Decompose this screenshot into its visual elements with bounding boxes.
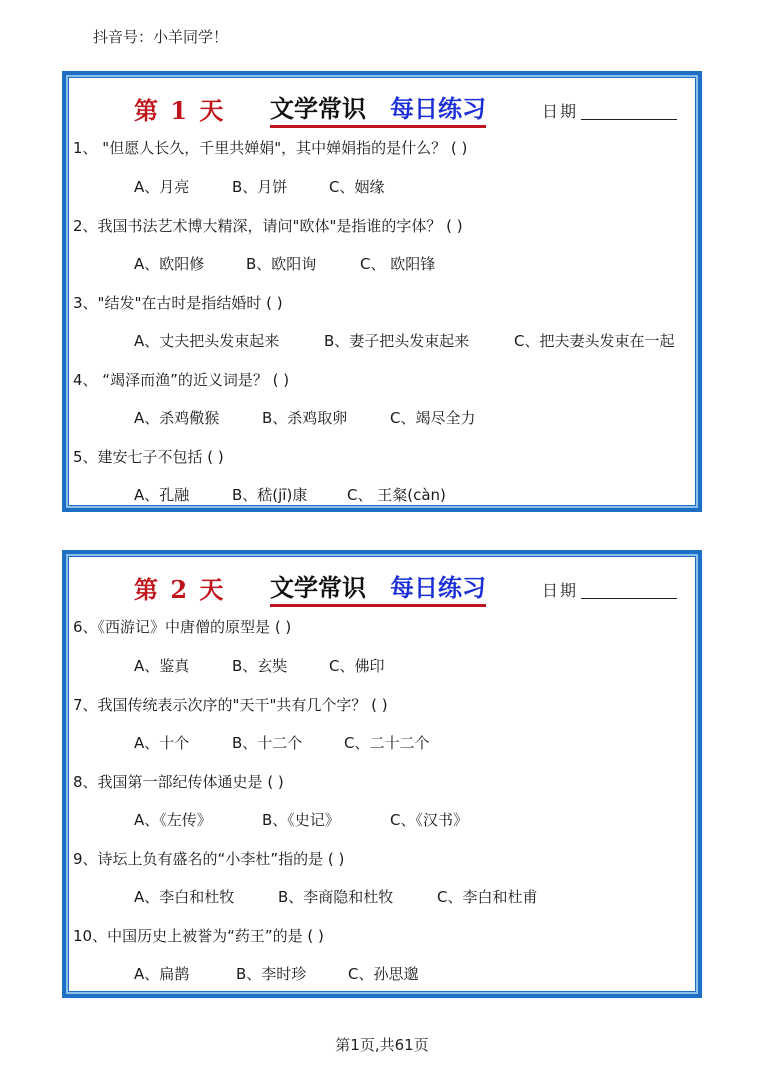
option-a[interactable]: A、孔融 xyxy=(134,486,190,504)
question: 5、建安七子不包括 ( ) xyxy=(73,448,224,466)
option-c[interactable]: C、把夫妻头发束在一起 xyxy=(514,332,675,350)
title-underline xyxy=(270,568,486,607)
day-label: 第 2 天 xyxy=(134,575,226,604)
exercise-box-day-2 xyxy=(62,550,702,998)
question: 2、我国书法艺术博大精深，请问"欧体"是指谁的字体？ ( ) xyxy=(73,217,463,235)
question: 3、"结发"在古时是指结婚时 ( ) xyxy=(73,294,283,312)
option-b[interactable]: B、《史记》 xyxy=(262,811,340,829)
option-a[interactable]: A、扁鹊 xyxy=(134,965,190,983)
option-a[interactable]: A、丈夫把头发束起来 xyxy=(134,332,280,350)
question: 4、 “竭泽而渔”的近义词是？ ( ) xyxy=(73,371,290,389)
option-b[interactable]: B、李时珍 xyxy=(236,965,307,983)
option-b[interactable]: B、李商隐和杜牧 xyxy=(278,888,394,906)
date-blank[interactable] xyxy=(581,119,677,120)
title-underline xyxy=(270,89,486,128)
exercise-box-day-1 xyxy=(62,71,702,512)
date-label: 日期 xyxy=(542,581,579,600)
question: 10、中国历史上被誉为“药王”的是 ( ) xyxy=(73,927,324,945)
title-row xyxy=(66,568,698,608)
question: 1、 "但愿人长久，千里共婵娟"，其中婵娟指的是什么？ ( ) xyxy=(73,139,468,157)
option-c[interactable]: C、竭尽全力 xyxy=(390,409,476,427)
page-number: 第1页,共61页 xyxy=(335,1036,429,1054)
option-b[interactable]: B、妻子把头发束起来 xyxy=(324,332,470,350)
option-b[interactable]: B、月饼 xyxy=(232,178,288,196)
title-main: 文学常识 xyxy=(270,94,366,123)
option-b[interactable]: B、嵇(jī)康 xyxy=(232,486,308,504)
option-c[interactable]: C、孙思邈 xyxy=(348,965,419,983)
title-row xyxy=(66,89,698,129)
title-main: 文学常识 xyxy=(270,573,366,602)
date-blank[interactable] xyxy=(581,598,677,599)
title-sub: 每日练习 xyxy=(390,94,486,123)
option-c[interactable]: C、 王粲(càn) xyxy=(347,486,446,504)
option-a[interactable]: A、李白和杜牧 xyxy=(134,888,235,906)
option-c[interactable]: C、姻缘 xyxy=(329,178,385,196)
option-b[interactable]: B、欧阳询 xyxy=(246,255,317,273)
header-note: 抖音号：小羊同学！ xyxy=(93,28,229,46)
question: 6、《西游记》中唐僧的原型是 ( ) xyxy=(73,618,292,636)
option-a[interactable]: A、月亮 xyxy=(134,178,190,196)
day-label: 第 1 天 xyxy=(134,96,226,125)
option-a[interactable]: A、十个 xyxy=(134,734,190,752)
option-c[interactable]: C、 欧阳锋 xyxy=(360,255,436,273)
date-label: 日期 xyxy=(542,102,579,121)
question: 8、我国第一部纪传体通史是 ( ) xyxy=(73,773,284,791)
title-sub: 每日练习 xyxy=(390,573,486,602)
question: 9、诗坛上负有盛名的“小李杜”指的是 ( ) xyxy=(73,850,345,868)
option-c[interactable]: C、《汉书》 xyxy=(390,811,468,829)
option-a[interactable]: A、杀鸡儆猴 xyxy=(134,409,220,427)
option-c[interactable]: C、二十二个 xyxy=(344,734,430,752)
option-b[interactable]: B、十二个 xyxy=(232,734,303,752)
question: 7、我国传统表示次序的"天干"共有几个字？ ( ) xyxy=(73,696,388,714)
option-a[interactable]: A、《左传》 xyxy=(134,811,212,829)
option-c[interactable]: C、佛印 xyxy=(329,657,385,675)
option-c[interactable]: C、李白和杜甫 xyxy=(437,888,538,906)
option-a[interactable]: A、鉴真 xyxy=(134,657,190,675)
option-a[interactable]: A、欧阳修 xyxy=(134,255,205,273)
option-b[interactable]: B、玄奘 xyxy=(232,657,288,675)
option-b[interactable]: B、杀鸡取卵 xyxy=(262,409,348,427)
